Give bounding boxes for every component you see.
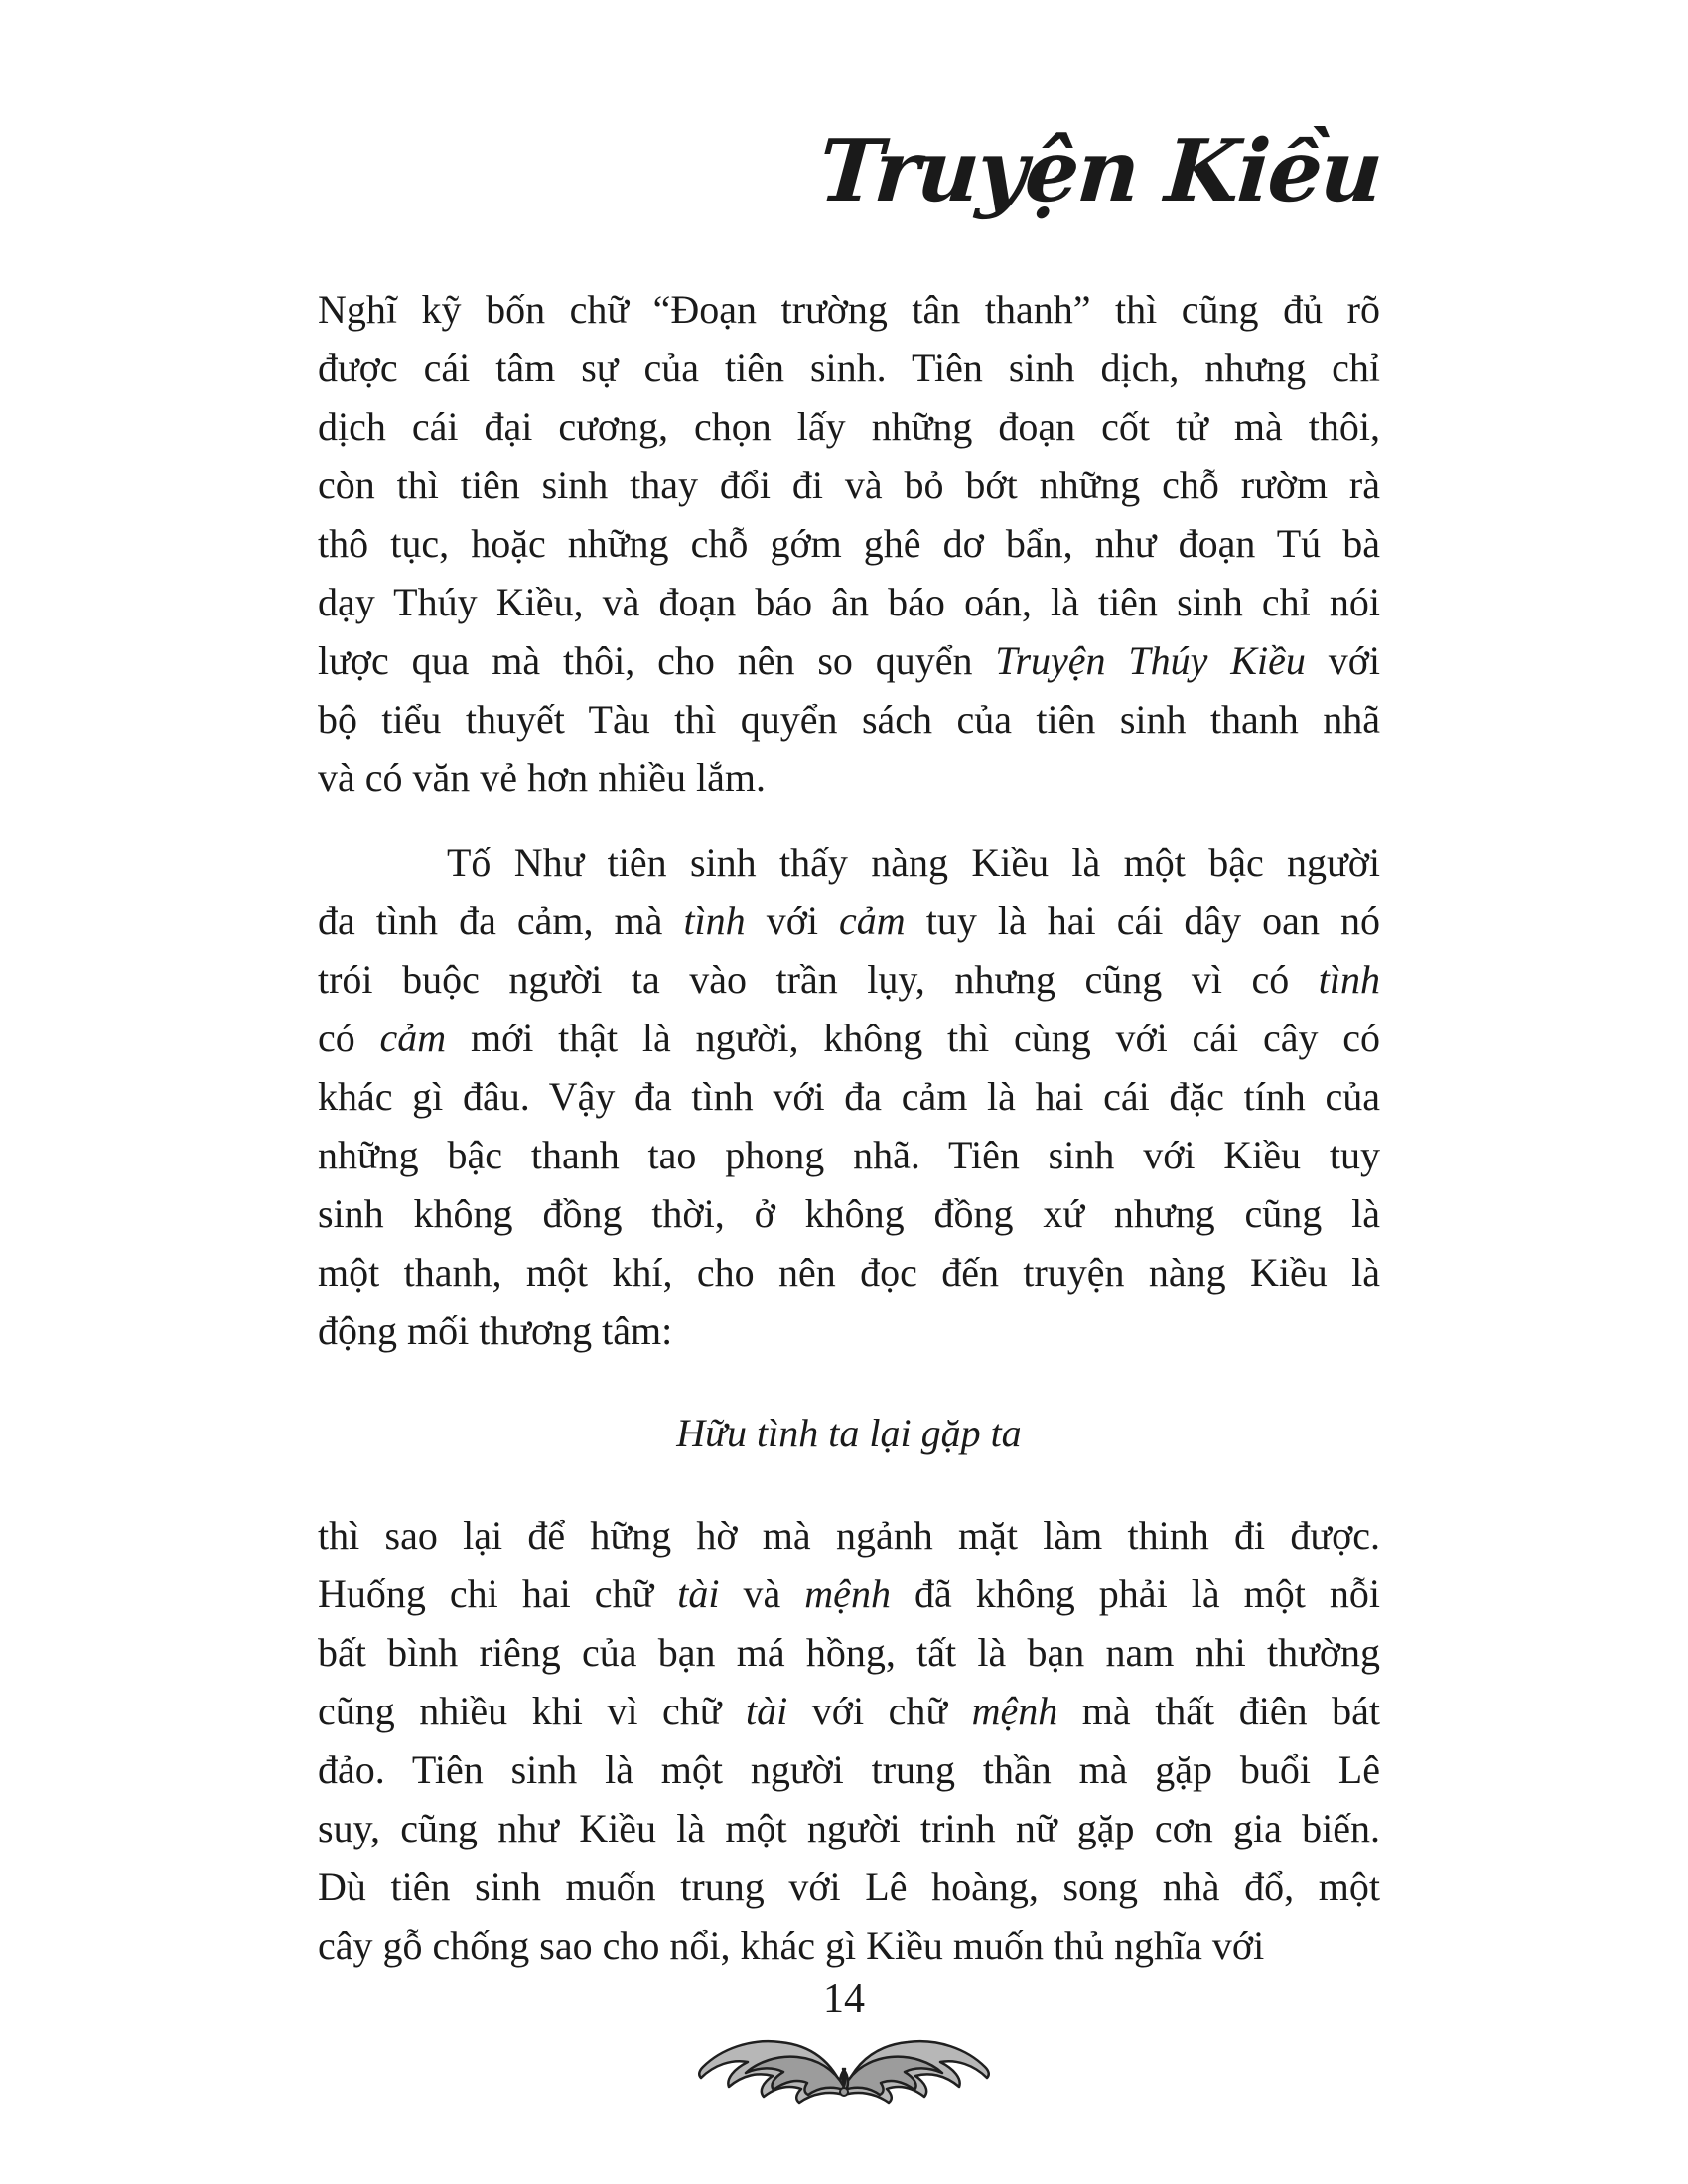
text-line: cũng nhiều khi vì chữ tài với chữ mệnh mà thất điên bát [318, 1689, 1380, 1733]
text-line: còn thì tiên sinh thay đổi đi và bỏ bớt những chỗ rườm rà [318, 463, 1380, 507]
page-footer [0, 1972, 1688, 2114]
text-line: động mối thương tâm: [318, 1308, 673, 1353]
text-line: trói buộc người ta vào trần lụy, nhưng cũng vì có tình [318, 957, 1380, 1002]
paragraph [318, 280, 1380, 807]
text-line: bất bình riêng của bạn má hồng, tất là bạn nam nhi thường [318, 1630, 1380, 1675]
body-text [318, 280, 1380, 1975]
text-line: có cảm mới thật là người, không thì cùng với cái cây có [318, 1016, 1380, 1060]
text-line: những bậc thanh tao phong nhã. Tiên sinh với Kiều tuy [318, 1133, 1380, 1177]
acanthus-flourish-icon [695, 2029, 993, 2109]
text-line: lược qua mà thôi, cho nên so quyển Truyện Thúy Kiều với [318, 638, 1380, 683]
text-line: cây gỗ chống sao cho nổi, khác gì Kiều muốn thủ nghĩa với [318, 1923, 1265, 1968]
paragraph [318, 833, 1380, 1360]
text-line: Nghĩ kỹ bốn chữ “Đoạn trường tân thanh” thì cũng đủ rõ [318, 287, 1380, 332]
paragraph [318, 1506, 1380, 1975]
verse-line: Hữu tình ta lại gặp ta [676, 1411, 1022, 1455]
text-line: Dù tiên sinh muốn trung với Lê hoàng, song nhà đổ, một [318, 1864, 1380, 1909]
text-line: thô tục, hoặc những chỗ gớm ghê dơ bẩn, như đoạn Tú bà [318, 521, 1380, 566]
text-line: được cái tâm sự của tiên sinh. Tiên sinh dịch, nhưng chỉ [318, 345, 1380, 390]
page-number: 14 [823, 1977, 865, 2022]
text-line: Tố Như tiên sinh thấy nàng Kiều là một bậc người [447, 840, 1380, 885]
text-line: bộ tiểu thuyết Tàu thì quyển sách của tiên sinh thanh nhã [318, 697, 1380, 742]
text-line: sinh không đồng thời, ở không đồng xứ nhưng cũng là [318, 1191, 1380, 1236]
text-line: và có văn vẻ hơn nhiều lắm. [318, 755, 767, 800]
text-line: dạy Thúy Kiều, và đoạn báo ân báo oán, là tiên sinh chỉ nói [318, 580, 1380, 624]
text-line: một thanh, một khí, cho nên đọc đến truyện nàng Kiều là [318, 1250, 1380, 1295]
text-line: Huống chi hai chữ tài và mệnh đã không phải là một nỗi [318, 1571, 1380, 1616]
text-line: thì sao lại để hững hờ mà ngảnh mặt làm thinh đi được. [318, 1513, 1380, 1558]
text-line: khác gì đâu. Vậy đa tình với đa cảm là hai cái đặc tính của [318, 1074, 1380, 1119]
page-title: Truyện Kiều [815, 121, 1384, 221]
text-line: dịch cái đại cương, chọn lấy những đoạn cốt tử mà thôi, [318, 404, 1380, 449]
text-line: đa tình đa cảm, mà tình với cảm tuy là hai cái dây oan nó [318, 898, 1380, 943]
text-line: đảo. Tiên sinh là một người trung thần mà gặp buổi Lê [318, 1747, 1380, 1792]
text-line: suy, cũng như Kiều là một người trinh nữ gặp cơn gia biến. [318, 1806, 1380, 1850]
